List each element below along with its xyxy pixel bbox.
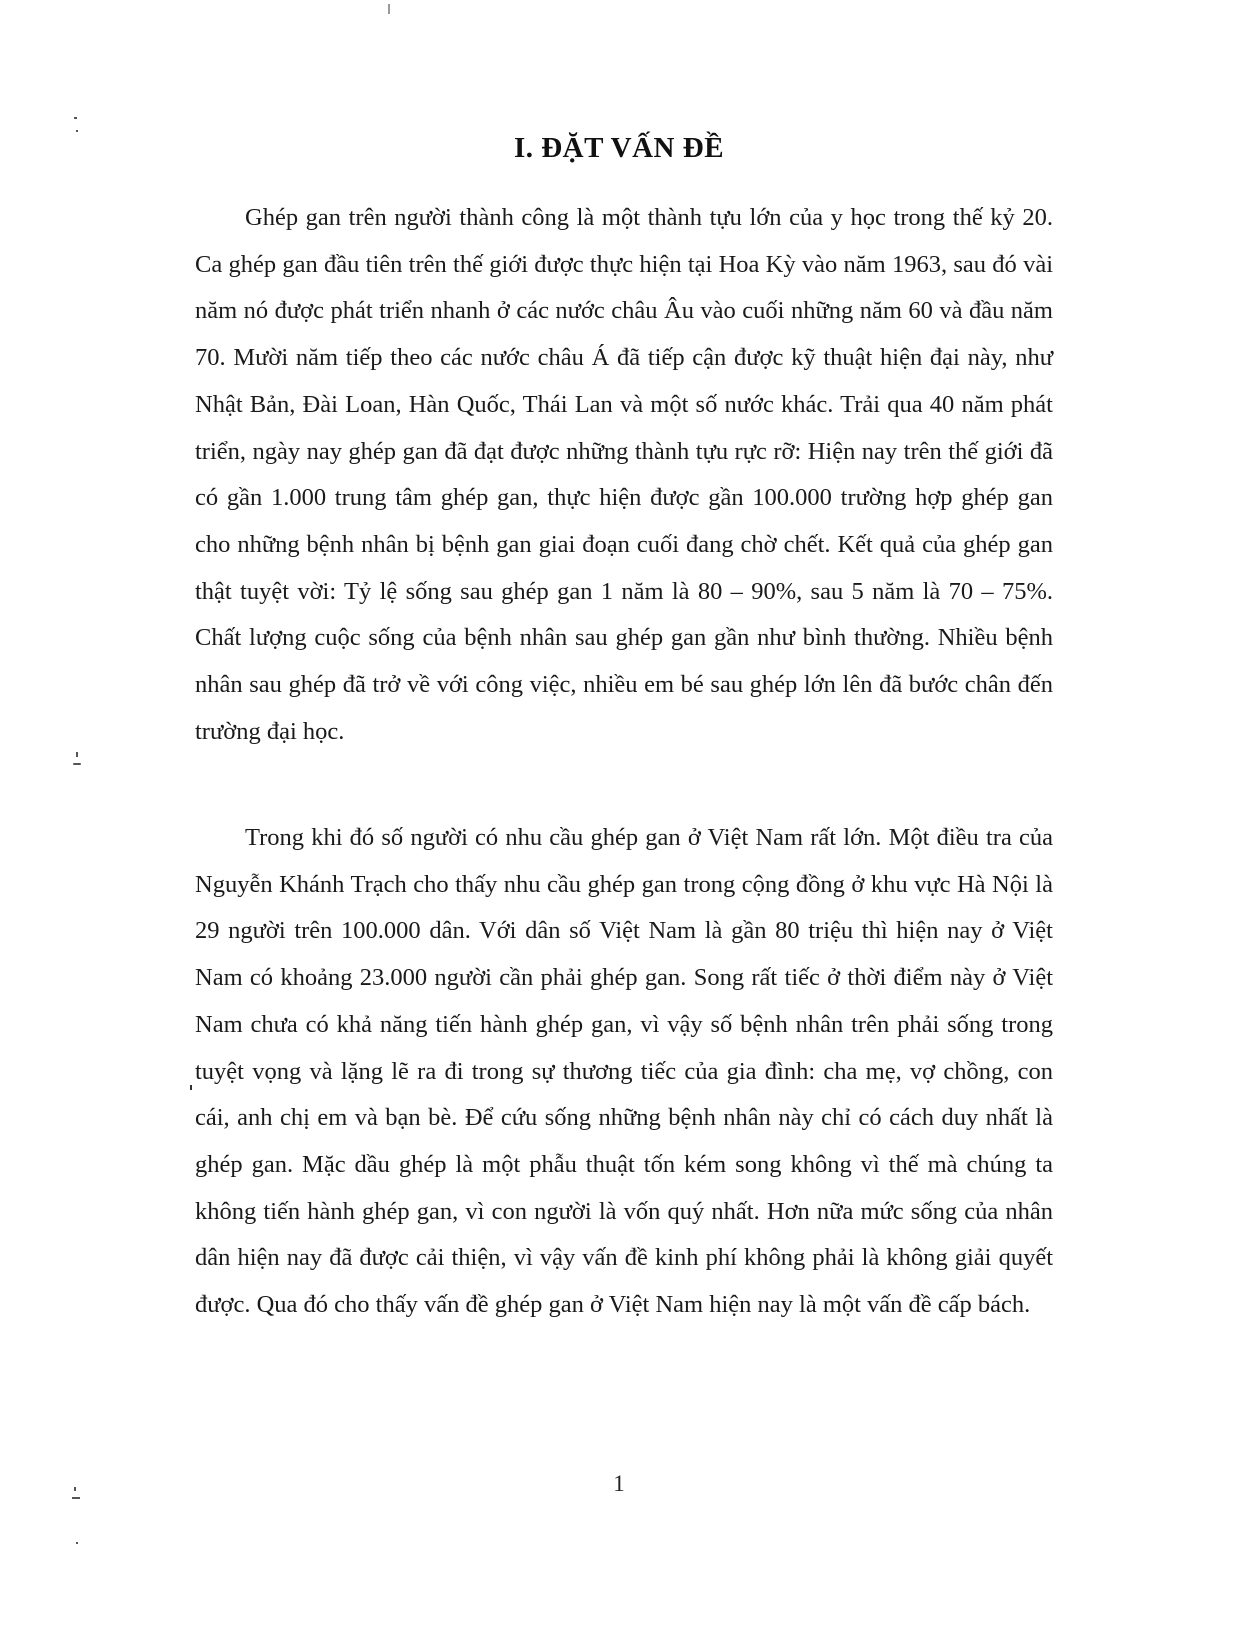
scan-speck xyxy=(190,1085,192,1090)
scan-speck xyxy=(72,1497,80,1499)
paragraph-vietnam-need: Trong khi đó số người có nhu cầu ghép gan ở Việt Nam rất lớn. Một điều tra của Nguyễn Khánh Trạch cho thấy nhu cầu ghép gan trong cộng đồng ở khu vực Hà Nội là 29 người trên 100.000 dân. Với dân số Việt Nam là gần 80 triệu thì hiện nay ở Việt Nam có khoảng 23.000 người cần phải ghép gan. Song rất tiếc ở thời điểm này ở Việt Nam chưa có khả năng tiến hành ghép gan, vì vậy số bệnh nhân trên phải sống trong tuyệt vọng và lặng lẽ ra đi trong sự thương tiếc của gia đình: cha mẹ, vợ chồng, con cái, anh chị em và bạn bè. Để cứu sống những bệnh nhân này chỉ có cách duy nhất là ghép gan. Mặc dầu ghép là một phẫu thuật tốn kém song không vì thế mà chúng ta không tiến hành ghép gan, vì con người là vốn quý nhất. Hơn nữa mức sống của nhân dân hiện nay đã được cải thiện, vì vậy vấn đề kinh phí không phải là không giải quyết được. Qua đó cho thấy vấn đề ghép gan ở Việt Nam hiện nay là một vấn đề cấp bách. xyxy=(195,824,1053,1319)
scan-speck xyxy=(76,1542,78,1544)
scan-speck xyxy=(76,752,78,757)
scan-speck xyxy=(388,4,390,14)
page-number: 1 xyxy=(613,1471,625,1496)
scan-speck xyxy=(73,763,81,765)
paragraph-intro: Ghép gan trên người thành công là một thành tựu lớn của y học trong thế kỷ 20. Ca ghép gan đầu tiên trên thế giới được thực hiện tại Hoa Kỳ vào năm 1963, sau đó vài năm nó được phát triển nhanh ở các nước châu Âu vào cuối những năm 60 và đầu năm 70. Mười năm tiếp theo các nước châu Á đã tiếp cận được kỹ thuật hiện đại này, như Nhật Bản, Đài Loan, Hàn Quốc, Thái Lan và một số nước khác. Trải qua 40 năm phát triển, ngày nay ghép gan đã đạt được những thành tựu rực rỡ: Hiện nay trên thế giới đã có gần 1.000 trung tâm ghép gan, thực hiện được gần 100.000 trường hợp ghép gan cho những bệnh nhân bị bệnh gan giai đoạn cuối đang chờ chết. Kết quả của ghép gan thật tuyệt vời: Tỷ lệ sống sau ghép gan 1 năm là 80 – 90%, sau 5 năm là 70 – 75%. Chất lượng cuộc sống của bệnh nhân sau ghép gan gần như bình thường. Nhiều bệnh nhân sau ghép đã trở về với công việc, nhiều em bé sau ghép lớn lên đã bước chân đến trường đại học. xyxy=(195,204,1053,745)
section-heading: I. ĐẶT VẤN ĐỀ xyxy=(513,132,725,164)
scan-speck xyxy=(74,117,77,119)
